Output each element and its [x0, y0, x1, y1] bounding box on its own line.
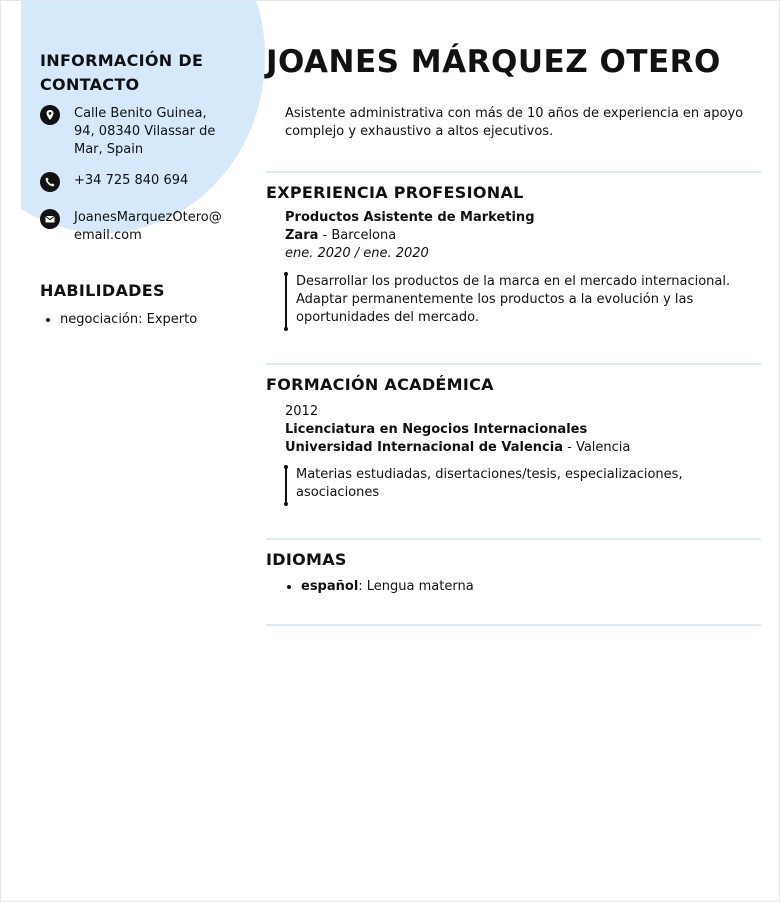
email-line-1: JoanesMarquezOtero@: [74, 210, 222, 225]
education-description: [285, 466, 761, 502]
contact-email: [40, 209, 240, 245]
institution-name: Universidad Internacional de Valencia: [285, 440, 563, 455]
experience-heading: EXPERIENCIA PROFESIONAL: [266, 183, 524, 202]
email-line-2: email.com: [74, 228, 142, 243]
languages-section: [266, 550, 761, 596]
phone-text: +34 725 840 694: [74, 173, 189, 188]
job-title: Productos Asistente de Marketing: [285, 210, 535, 225]
language-level: Lengua materna: [366, 579, 474, 594]
candidate-name: JOANES MÁRQUEZ OTERO: [266, 44, 721, 80]
address-line-2: 94, 08340 Vilassar de: [74, 124, 216, 139]
section-divider: [266, 538, 761, 540]
education-year: 2012: [285, 404, 319, 419]
separator: -: [318, 228, 332, 243]
address-line-3: Mar, Spain: [74, 142, 144, 157]
sidebar: [40, 49, 240, 329]
job-dates: ene. 2020 / ene. 2020: [285, 246, 429, 261]
company-name: Zara: [285, 228, 319, 243]
education-heading: FORMACIÓN ACADÉMICA: [266, 375, 494, 394]
job-employer: [285, 227, 761, 245]
location-pin-icon: [40, 105, 60, 125]
email-text: [74, 209, 222, 245]
phone-icon: [40, 172, 60, 192]
experience-section: [266, 183, 761, 327]
contact-heading: INFORMACIÓN DE CONTACTO: [40, 51, 204, 94]
language-item: [301, 578, 761, 596]
job-description: [285, 273, 761, 327]
job-description-text: Desarrollar los productos de la marca en el mercado internacional. Adaptar permanentemente los productos a la evolución y las oportunidades del mercado.: [296, 274, 731, 325]
skills-list: [40, 311, 240, 329]
skill-item: • negociación: Experto: [60, 311, 240, 329]
address-line-1: Calle Benito Guinea,: [74, 106, 207, 121]
main-content: [266, 41, 761, 626]
education-section: [266, 375, 761, 502]
institution-location: Valencia: [575, 440, 631, 455]
skills-heading: HABILIDADES: [40, 281, 165, 300]
bracket-dot: [284, 272, 288, 276]
page-margin: [1, 1, 21, 241]
language-name: español: [301, 579, 359, 594]
section-divider: [266, 363, 761, 365]
profile-summary: Asistente administrativa con más de 10 años de experiencia en apoyo complejo y exhaustivo a altos ejecutivos.: [285, 106, 744, 139]
separator: :: [358, 579, 367, 594]
bracket-dot: [284, 465, 288, 469]
separator: -: [562, 440, 576, 455]
contact-address: [40, 105, 240, 159]
address-text: [74, 105, 215, 159]
job-location: Barcelona: [331, 228, 397, 243]
degree-name: Licenciatura en Negocios Internacionales: [285, 422, 588, 437]
section-divider: [266, 171, 761, 173]
languages-heading: IDIOMAS: [266, 550, 347, 569]
contact-phone: [40, 172, 240, 192]
education-description-text: Materias estudiadas, disertaciones/tesis, especializaciones, asociaciones: [296, 467, 683, 500]
skills-section: [40, 279, 240, 329]
mail-icon: [40, 209, 60, 229]
education-institution: [285, 439, 761, 457]
languages-list: [266, 578, 761, 596]
section-divider: [266, 624, 761, 626]
